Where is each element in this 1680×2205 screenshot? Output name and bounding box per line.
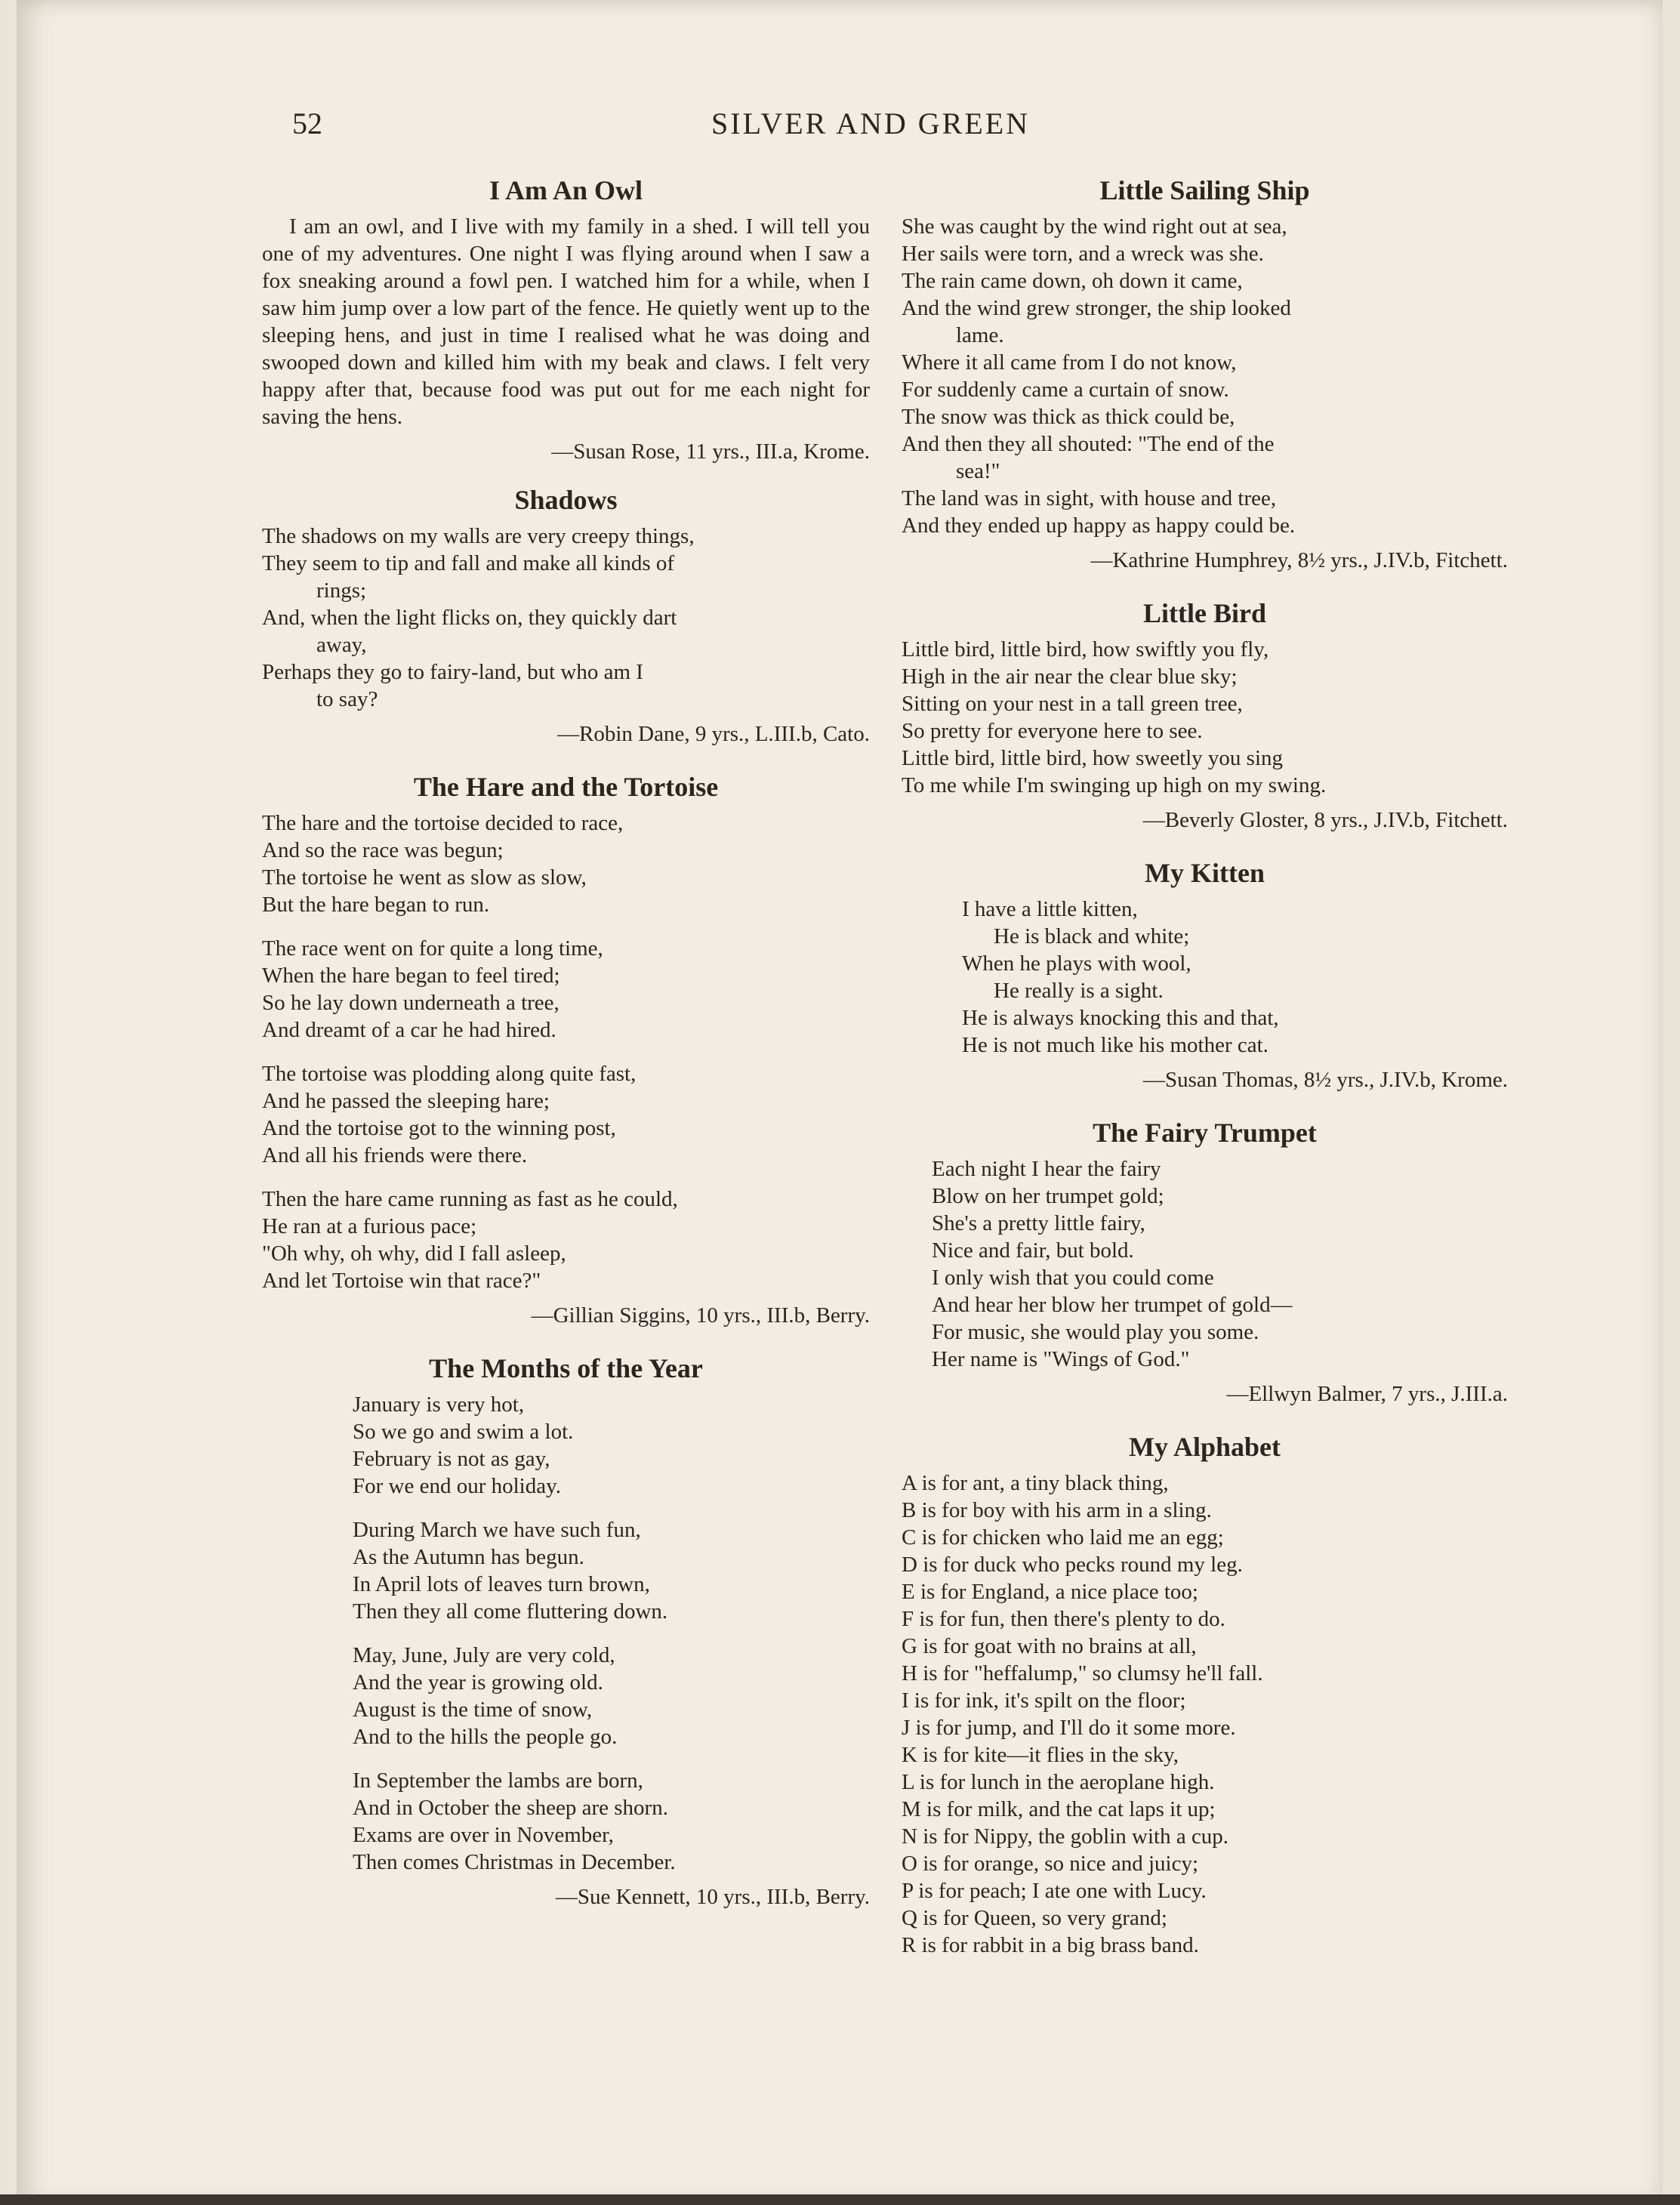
poem-line: rings; <box>316 578 367 603</box>
poem-line: August is the time of snow, <box>353 1698 593 1722</box>
poem-line: She was caught by the wind right out at sea, <box>902 214 1287 239</box>
poem-line: The tortoise he went as slow as slow, <box>262 865 587 890</box>
poem-line: I have a little kitten, <box>962 897 1138 921</box>
poem-line: So he lay down underneath a tree, <box>262 991 559 1015</box>
poem-line: The land was in sight, with house and tree, <box>902 486 1277 510</box>
poem-line: to say? <box>316 687 378 711</box>
poem-line: February is not as gay, <box>353 1447 550 1471</box>
poem-line: Then comes Christmas in December. <box>353 1850 676 1874</box>
stanza <box>262 935 870 1044</box>
poem-line: The race went on for quite a long time, <box>262 936 603 961</box>
stanza <box>353 1391 870 1500</box>
poem-title: The Fairy Trumpet <box>1093 1118 1317 1148</box>
poem-line: To me while I'm swinging up high on my swing. <box>902 773 1327 797</box>
poem-line: And dreamt of a car he had hired. <box>262 1018 556 1042</box>
poem-line: And hear her blow her trumpet of gold— <box>932 1293 1293 1317</box>
poem-line: For music, she would play you some. <box>932 1320 1259 1344</box>
poem-line: And in October the sheep are shorn. <box>353 1796 668 1820</box>
poem-line: Perhaps they go to fairy-land, but who am I <box>262 660 643 684</box>
poem-hare-tortoise <box>262 770 870 1329</box>
poem-title: The Months of the Year <box>429 1353 703 1383</box>
stanza <box>353 1642 870 1750</box>
poem-lines <box>902 896 1508 1059</box>
poem-line: And the tortoise got to the winning post, <box>262 1116 616 1140</box>
attribution: —Kathrine Humphrey, 8½ yrs., J.IV.b, Fitchett. <box>1090 548 1508 572</box>
poem-line: He really is a sight. <box>994 979 1164 1003</box>
poem-months <box>262 1352 870 1910</box>
poem-line: L is for lunch in the aeroplane high. <box>902 1770 1215 1794</box>
poem-line: And let Tortoise win that race?" <box>262 1269 541 1293</box>
left-column <box>262 174 870 1933</box>
poem-line: He is not much like his mother cat. <box>962 1033 1268 1057</box>
right-column <box>902 174 1508 1959</box>
poem-my-alphabet <box>902 1430 1508 1959</box>
poem-line: Nice and fair, but bold. <box>932 1238 1134 1263</box>
poem-line: He is always knocking this and that, <box>962 1006 1279 1030</box>
poem-line: So pretty for everyone here to see. <box>902 719 1203 743</box>
poem-line: Then the hare came running as fast as he could, <box>262 1187 678 1211</box>
poem-line: J is for jump, and I'll do it some more. <box>902 1716 1236 1740</box>
poem-line: Exams are over in November, <box>353 1823 614 1847</box>
attribution: —Susan Thomas, 8½ yrs., J.IV.b, Krome. <box>1142 1068 1508 1092</box>
poem-line: Each night I hear the fairy <box>932 1157 1161 1181</box>
attribution: —Beverly Gloster, 8 yrs., J.IV.b, Fitchett. <box>1142 808 1508 832</box>
attribution: —Ellwyn Balmer, 7 yrs., J.III.a. <box>1226 1382 1508 1406</box>
poem-line: For suddenly came a curtain of snow. <box>902 378 1229 402</box>
poem-line: R is for rabbit in a big brass band. <box>902 1933 1199 1957</box>
poem-sailing-ship <box>902 174 1508 574</box>
poem-line: C is for chicken who laid me an egg; <box>902 1525 1224 1550</box>
poem-line: And the wind grew stronger, the ship looked <box>902 296 1291 320</box>
poem-line: Her sails were torn, and a wreck was she. <box>902 242 1264 266</box>
poem-owl <box>262 174 870 465</box>
poem-line: G is for goat with no brains at all, <box>902 1634 1197 1658</box>
poem-title: I Am An Owl <box>489 175 643 205</box>
poem-line: And the year is growing old. <box>353 1670 603 1695</box>
poem-line: sea!" <box>956 459 1000 483</box>
poem-line: They seem to tip and fall and make all kinds of <box>262 551 675 575</box>
poem-line: K is for kite—it flies in the sky, <box>902 1743 1179 1767</box>
poem-line: May, June, July are very cold, <box>353 1643 615 1667</box>
poem-line: But the hare began to run. <box>262 893 490 917</box>
stanza <box>262 1060 870 1169</box>
attribution: —Sue Kennett, 10 yrs., III.b, Berry. <box>555 1885 870 1909</box>
poem-line: Sitting on your nest in a tall green tree, <box>902 692 1243 716</box>
poem-line: Blow on her trumpet gold; <box>932 1184 1164 1208</box>
poem-title: Little Bird <box>1143 598 1266 628</box>
poem-title: Little Sailing Ship <box>1099 175 1310 205</box>
poem-line: lame. <box>956 323 1004 347</box>
poem-line: The snow was thick as thick could be, <box>902 405 1235 429</box>
attribution: —Susan Rose, 11 yrs., III.a, Krome. <box>551 439 870 464</box>
poem-line: She's a pretty little fairy, <box>932 1211 1145 1235</box>
poem-line: When the hare began to feel tired; <box>262 964 560 988</box>
poem-line: I is for ink, it's spilt on the floor; <box>902 1688 1186 1713</box>
poem-title: My Kitten <box>1145 858 1265 888</box>
poem-line: And they ended up happy as happy could be. <box>902 513 1296 538</box>
poem-line: D is for duck who pecks round my leg. <box>902 1553 1243 1577</box>
poem-title: The Hare and the Tortoise <box>413 772 719 802</box>
poem-line: A is for ant, a tiny black thing, <box>902 1471 1169 1495</box>
poem-line: Her name is "Wings of God." <box>932 1347 1190 1371</box>
poem-line: For we end our holiday. <box>353 1474 561 1498</box>
poem-line: E is for England, a nice place too; <box>902 1580 1198 1604</box>
poem-line: The tortoise was plodding along quite fast, <box>262 1062 637 1086</box>
poem-line: F is for fun, then there's plenty to do. <box>902 1607 1225 1631</box>
poem-line: The shadows on my walls are very creepy things, <box>262 524 695 548</box>
poem-line: away, <box>316 633 367 657</box>
stanza <box>353 1516 870 1625</box>
poem-line: High in the air near the clear blue sky; <box>902 665 1238 689</box>
running-title: SILVER AND GREEN <box>711 106 1031 140</box>
story-body: I am an owl, and I live with my family in a shed. I will tell you one of my adventures. One night I was flying around when I saw a fox sneaking around a fowl pen. I watched him for a while, when I saw him jump over a low part of the fence. He quietly went up to the sleeping hens, and just in time I realised what he was doing and swooped down and killed him with my beak and claws. I felt very happy after that, because food was put out for me each night for saving the hens. <box>262 214 870 429</box>
poem-line: O is for orange, so nice and juicy; <box>902 1852 1199 1876</box>
poem-line: And all his friends were there. <box>262 1143 528 1167</box>
poem-title: My Alphabet <box>1128 1432 1281 1462</box>
attribution: —Gillian Siggins, 10 yrs., III.b, Berry. <box>531 1303 870 1328</box>
poem-line: When he plays with wool, <box>962 951 1191 976</box>
poem-line: N is for Nippy, the goblin with a cup. <box>902 1824 1229 1849</box>
poem-line: As the Autumn has begun. <box>353 1545 584 1569</box>
poem-line: And so the race was begun; <box>262 838 504 862</box>
stanza <box>262 1186 870 1294</box>
poem-line: Little bird, little bird, how sweetly you sing <box>902 746 1284 770</box>
scan-bottom-edge <box>0 2194 1680 2205</box>
poem-line: During March we have such fun, <box>353 1518 641 1542</box>
poem-fairy-trumpet <box>902 1116 1508 1408</box>
poem-line: Little bird, little bird, how swiftly you fly, <box>902 637 1269 662</box>
poem-line: Where it all came from I do not know, <box>902 350 1237 375</box>
page-number: 52 <box>292 106 322 140</box>
poem-line: H is for "heffalump," so clumsy he'll fall. <box>902 1661 1263 1685</box>
poem-line: Then they all come fluttering down. <box>353 1599 668 1624</box>
poem-line: And he passed the sleeping hare; <box>262 1089 550 1113</box>
poem-shadows <box>262 483 870 748</box>
poem-line: I only wish that you could come <box>932 1266 1214 1290</box>
poem-line: So we go and swim a lot. <box>353 1420 574 1444</box>
attribution: —Robin Dane, 9 yrs., L.III.b, Cato. <box>557 722 870 746</box>
poem-line: January is very hot, <box>353 1392 525 1417</box>
poem-line: And, when the light flicks on, they quickly dart <box>262 606 677 630</box>
poem-line: B is for boy with his arm in a sling. <box>902 1498 1212 1522</box>
poem-line: M is for milk, and the cat laps it up; <box>902 1797 1216 1821</box>
poem-line: "Oh why, oh why, did I fall asleep, <box>262 1241 566 1266</box>
poem-lines <box>902 1469 1508 1959</box>
poem-lines <box>902 636 1508 799</box>
poem-line: He is black and white; <box>994 924 1190 948</box>
magazine-page <box>17 0 1663 2205</box>
poem-line: And then they all shouted: "The end of the <box>902 432 1275 456</box>
poem-line: And to the hills the people go. <box>353 1725 618 1749</box>
stanza <box>353 1767 870 1876</box>
poem-line: The hare and the tortoise decided to race, <box>262 811 624 835</box>
poem-little-bird <box>902 597 1508 834</box>
stanza <box>262 810 870 918</box>
poem-line: He ran at a furious pace; <box>262 1214 477 1238</box>
poem-line: P is for peach; I ate one with Lucy. <box>902 1879 1207 1903</box>
poem-title: Shadows <box>514 485 618 515</box>
poem-lines <box>262 523 870 713</box>
poem-line: Q is for Queen, so very grand; <box>902 1906 1167 1930</box>
poem-line: In September the lambs are born, <box>353 1769 643 1793</box>
poem-lines <box>902 213 1508 539</box>
poem-lines <box>902 1155 1508 1373</box>
poem-line: The rain came down, oh down it came, <box>902 269 1243 293</box>
poem-line: In April lots of leaves turn brown, <box>353 1572 650 1596</box>
poem-my-kitten <box>902 856 1508 1093</box>
